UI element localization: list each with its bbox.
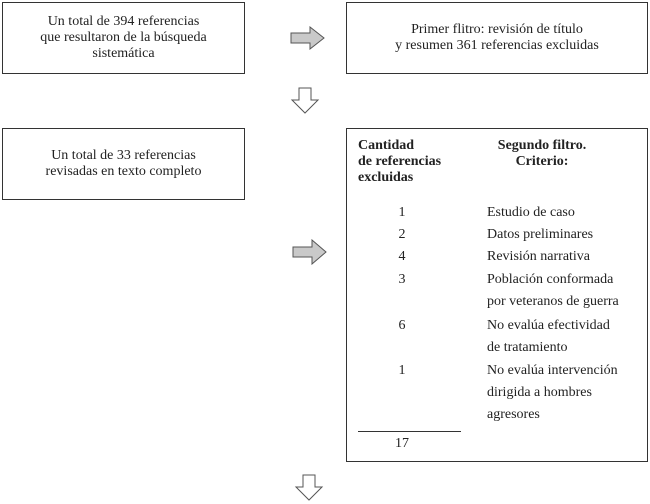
criteria-count: 1 — [398, 205, 406, 220]
criteria-count: 4 — [398, 249, 406, 264]
first-filter-box — [346, 2, 648, 74]
right-arrow-icon — [292, 239, 328, 265]
right-arrow-icon — [290, 26, 326, 50]
total-divider — [358, 431, 461, 432]
down-arrow-icon — [290, 87, 320, 115]
criteria-label: Población conformada por veteranos de guerra — [487, 272, 619, 309]
criteria-label: Estudio de caso — [487, 205, 575, 220]
criteria-label: Datos preliminares — [487, 227, 594, 242]
first-filter-text: Primer flitro: revisión de título y resumen 361 referencias excluidas — [395, 22, 599, 53]
full-text-review-text: Un total de 33 referencias revisadas en texto completo — [45, 148, 202, 179]
second-filter-box — [346, 128, 648, 462]
criteria-count: 3 — [398, 272, 406, 287]
criteria-header: Segundo filtro. Criterio: — [497, 138, 587, 169]
initial-search-text: Un total de 394 referencias que resultaron de la búsqueda sistemática — [40, 14, 207, 61]
total-excluded: 17 — [395, 436, 409, 451]
criteria-label: Revisión narrativa — [487, 249, 591, 264]
criteria-label: No evalúa intervención dirigida a hombres agresores — [487, 363, 618, 422]
criteria-label: No evalúa efectividad de tratamiento — [487, 318, 610, 355]
criteria-count: 2 — [398, 227, 406, 242]
criteria-count: 1 — [398, 363, 406, 378]
full-text-review-box — [2, 128, 245, 200]
excluded-count-header: Cantidad de referencias excluidas — [358, 138, 442, 185]
down-arrow-icon — [294, 474, 324, 502]
criteria-count: 6 — [398, 318, 406, 333]
initial-search-box — [2, 2, 245, 74]
